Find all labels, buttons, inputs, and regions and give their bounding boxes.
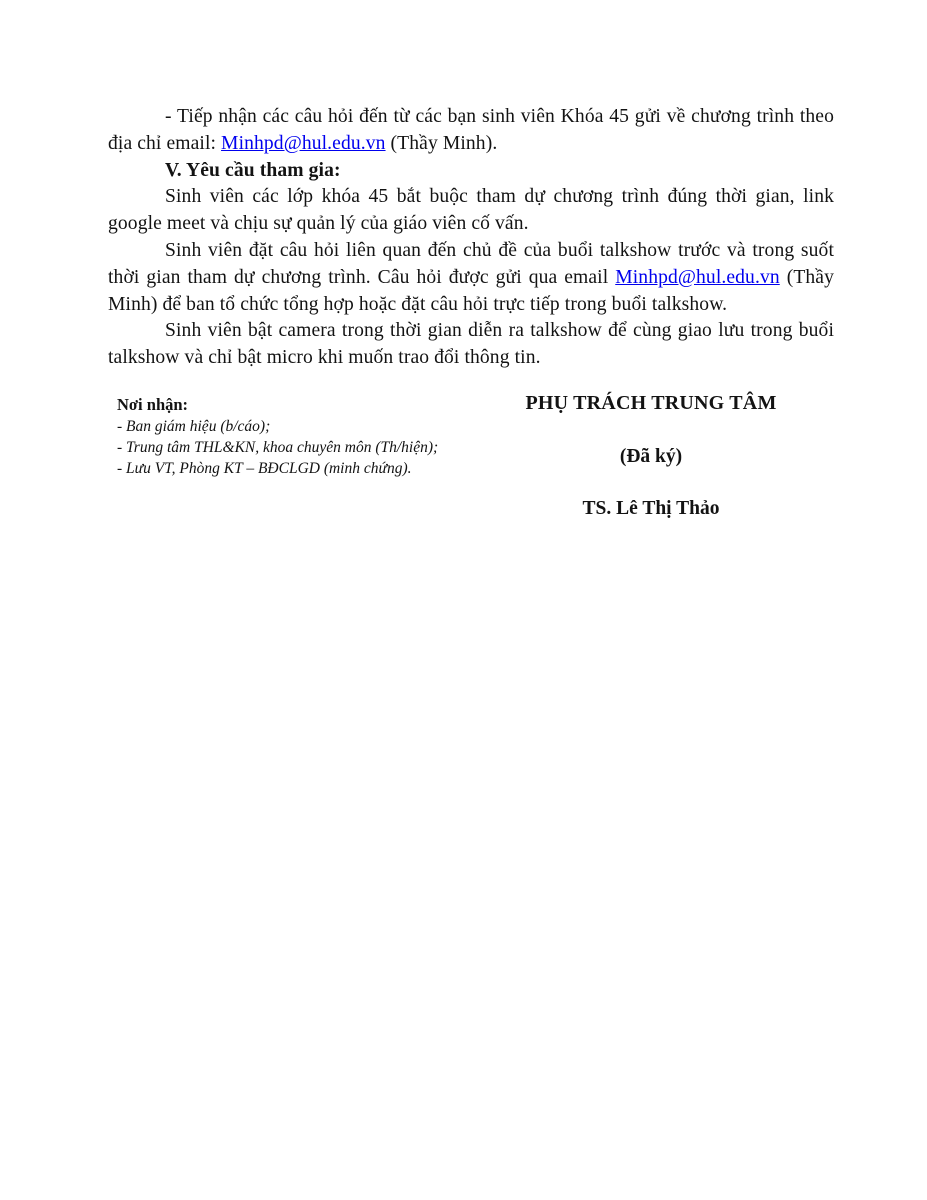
paragraph-camera: Sinh viên bật camera trong thời gian diễn ra talkshow để cùng giao lưu trong buổi talkshow và chỉ bật micro khi muốn trao đổi thông tin.: [108, 320, 834, 369]
recipients-title: Nơi nhận:: [117, 394, 189, 414]
paragraph-text: (Thầy Minh).: [385, 132, 498, 154]
paragraph-text: - Tiếp nhận các câu hỏi đến từ các bạn sinh viên Khóa 45 gửi về chương trình theo địa chỉ email:: [108, 106, 834, 154]
recipients-item: - Lưu VT, Phòng KT – BĐCLGD (minh chứng).: [117, 459, 412, 477]
signature-signer-name: TS. Lê Thị Thảo: [582, 497, 720, 519]
paragraph-receive-questions: [108, 104, 834, 158]
paragraph-text: Sinh viên đặt câu hỏi liên quan đến chủ đề của buổi talkshow trước và trong suốt thời gian tham dự chương trình. Câu hỏi được gửi qua email: [108, 239, 834, 288]
signature-signed-note: (Đã ký): [619, 445, 683, 467]
recipients-block: [117, 394, 477, 479]
section-heading-requirements: V. Yêu cầu tham gia:: [165, 159, 341, 181]
document-footer: [108, 391, 834, 564]
paragraph-attendance: Sinh viên các lớp khóa 45 bắt buộc tham dự chương trình đúng thời gian, link google meet và chịu sự quản lý của giáo viên cố vấn.: [108, 186, 834, 235]
email-link[interactable]: Minhpd@hul.edu.vn: [221, 132, 386, 154]
signature-role-title: PHỤ TRÁCH TRUNG TÂM: [525, 391, 777, 414]
signature-block: [428, 391, 874, 521]
recipients-item: - Trung tâm THL&KN, khoa chuyên môn (Th/hiện);: [117, 438, 439, 456]
recipients-item: - Ban giám hiệu (b/cáo);: [117, 417, 271, 435]
paragraph-questions-topic: [108, 238, 834, 318]
document-body: [108, 104, 834, 564]
paragraph-text: (Thầy Minh) để ban tổ chức tổng hợp hoặc đặt câu hỏi trực tiếp trong buổi talkshow.: [108, 266, 834, 315]
email-link[interactable]: Minhpd@hul.edu.vn: [615, 266, 780, 288]
